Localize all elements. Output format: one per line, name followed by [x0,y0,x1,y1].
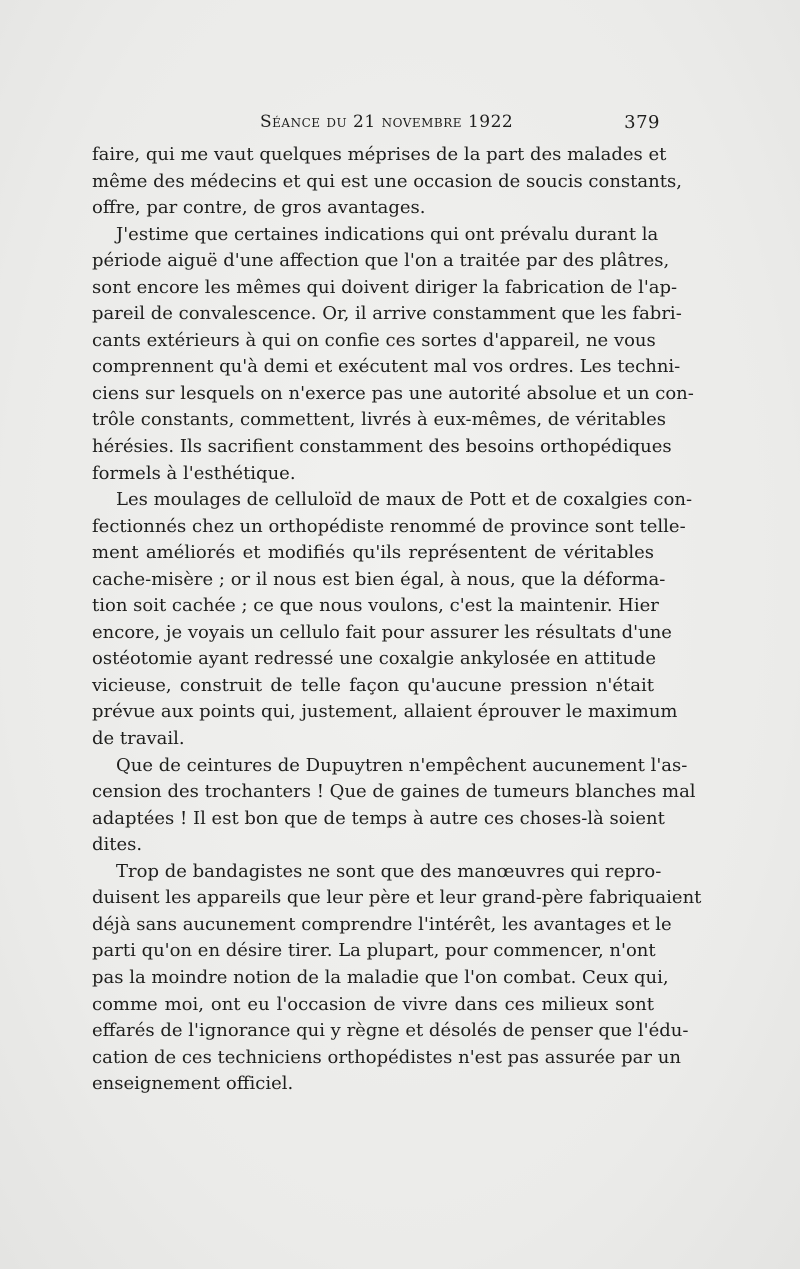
text-line: sont encore les mêmes qui doivent diriger la fabrication de l'ap- [92,276,678,298]
text-line: période aiguë d'une affection que l'on a traitée par des plâtres, [92,250,670,272]
text-line: faire, qui me vaut quelques méprises de la part des malades et [92,144,667,165]
paragraph [92,753,696,859]
paragraph [92,487,693,752]
text-line: adaptées ! Il est bon que de temps à autre ces choses-là soient [92,807,665,829]
text-line: hérésies. Ils sacrifient constamment des besoins orthopédiques [92,436,672,458]
text-line: ostéotomie ayant redressé une coxalgie ankylosée en attitude [92,648,657,670]
text-line: encore, je voyais un cellulo fait pour assurer les résultats d'une [92,621,672,643]
text-line: déjà sans aucunement comprendre l'intérêt, les avantages et le [92,913,672,935]
text-line: prévue aux points qui, justement, allaient éprouver le maximum [92,701,678,723]
text-line: enseignement officiel. [92,1073,294,1095]
text-line: J'estime que certaines indications qui ont prévalu durant la [116,223,659,245]
page-header [92,112,660,142]
text-line: cants extérieurs à qui on confie ces sortes d'appareil, ne vous [92,329,656,351]
text-line: de travail. [92,728,185,750]
text-line: cation de ces techniciens orthopédistes n'est pas assurée par un [92,1046,681,1068]
paragraph [92,859,702,1098]
text-line: pareil de convalescence. Or, il arrive constamment que les fabri- [92,303,682,325]
paragraph [92,222,694,487]
body-text [92,142,702,1098]
text-line: trôle constants, commettent, livrés à eux-mêmes, de véritables [92,409,666,431]
text-line: Que de ceintures de Dupuytren n'empêchent aucunement l'as- [116,754,688,776]
text-line: Les moulages de celluloïd de maux de Pott et de coxalgies con- [116,489,693,511]
text-line: comme moi, ont eu l'occasion de vivre dans ces milieux sont [92,993,654,1015]
text-line: comprennent qu'à demi et exécutent mal vos ordres. Les techni- [92,356,681,378]
text-line: ciens sur lesquels on n'exerce pas une autorité absolue et un con- [92,382,694,404]
text-line: cension des trochanters ! Que de gaines de tumeurs blanches mal [92,781,696,803]
running-head: Séance du 21 novembre 1922 [260,112,514,132]
text-line: pas la moindre notion de la maladie que l'on combat. Ceux qui, [92,966,669,988]
text-line: duisent les appareils que leur père et leur grand-père fabriquaient [92,887,702,909]
text-line: parti qu'on en désire tirer. La plupart, pour commencer, n'ont [92,940,656,962]
text-line: ment améliorés et modifiés qu'ils représentent de véritables [92,542,654,564]
page-number: 379 [624,112,660,133]
text-line: fectionnés chez un orthopédiste renommé de province sont telle- [92,515,686,537]
text-line: formels à l'esthétique. [92,462,296,484]
paragraph [92,142,682,222]
text-line: tion soit cachée ; ce que nous voulons, c'est la maintenir. Hier [92,595,659,617]
text-line: vicieuse, construit de telle façon qu'aucune pression n'était [92,674,654,696]
text-line: cache-misère ; or il nous est bien égal, à nous, que la déforma- [92,568,666,590]
text-line: effarés de l'ignorance qui y règne et désolés de penser que l'édu- [92,1020,689,1042]
text-line: même des médecins et qui est une occasion de soucis constants, [92,170,682,192]
text-line: dites. [92,834,143,856]
text-line: offre, par contre, de gros avantages. [92,197,426,219]
text-line: Trop de bandagistes ne sont que des manœuvres qui repro- [116,860,662,882]
